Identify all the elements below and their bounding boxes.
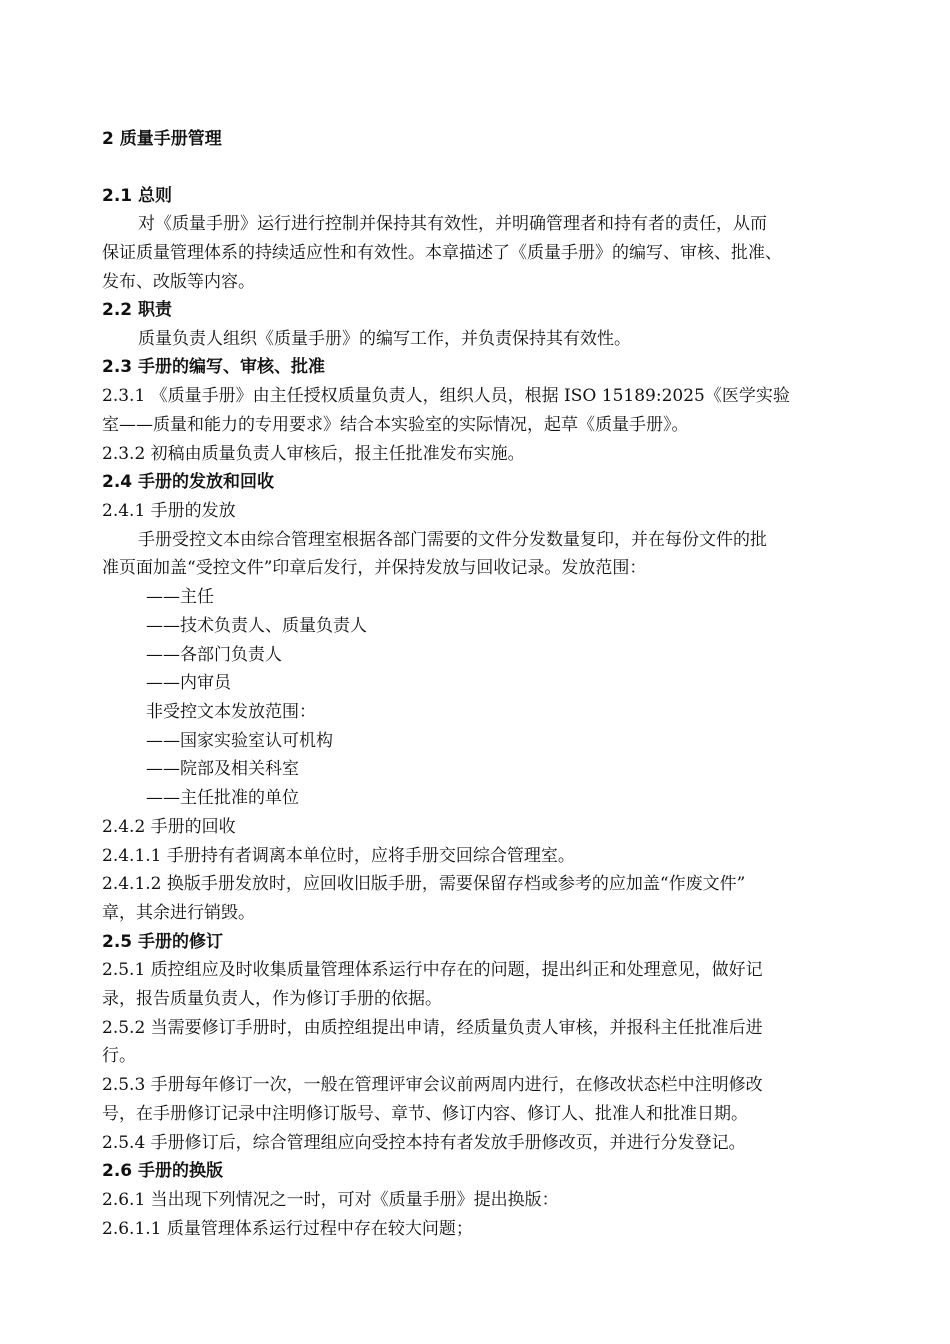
non-controlled-label: 非受控文本发放范围： xyxy=(146,702,316,722)
clause-line: 2.5.4 手册修订后，综合管理组应向受控本持有者发放手册修改页，并进行分发登记。 xyxy=(102,1133,746,1153)
distribution-item: ——各部门负责人 xyxy=(146,645,282,665)
clause-line: 2.5.2 当需要修订手册时，由质控组提出申请，经质量负责人审核，并报科主任批准后进 xyxy=(102,1018,763,1038)
section-heading-2-1: 2.1 总则 xyxy=(102,186,173,206)
paragraph-line: 对《质量手册》运行进行控制并保持其有效性，并明确管理者和持有者的责任，从而 xyxy=(138,214,767,234)
paragraph-line: 发布、改版等内容。 xyxy=(102,272,255,292)
section-heading-2-6: 2.6 手册的换版 xyxy=(102,1161,224,1181)
clause-line: 2.3.1 《质量手册》由主任授权质量负责人，组织人员，根据 ISO 15189:2025《医学实验 xyxy=(102,386,790,406)
distribution-item: ——院部及相关科室 xyxy=(146,759,299,779)
clause-line: 2.6.1 当出现下列情况之一时，可对《质量手册》提出换版： xyxy=(102,1190,559,1210)
distribution-item: ——国家实验室认可机构 xyxy=(146,731,333,751)
paragraph-line: 手册受控文本由综合管理室根据各部门需要的文件分发数量复印，并在每份文件的批 xyxy=(138,530,767,550)
subsection-heading: 2.4.2 手册的回收 xyxy=(102,817,236,837)
clause-line: 章，其余进行销毁。 xyxy=(102,903,255,923)
distribution-item: ——主任 xyxy=(146,587,214,607)
distribution-item: ——技术负责人、质量负责人 xyxy=(146,616,367,636)
clause-line: 2.6.1.1 质量管理体系运行过程中存在较大问题； xyxy=(102,1219,473,1239)
clause-line: 室——质量和能力的专用要求》结合本实验室的实际情况，起草《质量手册》。 xyxy=(102,415,689,435)
distribution-item: ——内审员 xyxy=(146,673,231,693)
chapter-title: 2 质量手册管理 xyxy=(102,129,222,149)
paragraph-line: 保证质量管理体系的持续适应性和有效性。本章描述了《质量手册》的编写、审核、批准、 xyxy=(102,243,782,263)
paragraph-line: 准页面加盖“受控文件”印章后发行，并保持发放与回收记录。发放范围： xyxy=(102,558,647,578)
clause-line: 2.4.1.2 换版手册发放时，应回收旧版手册，需要保留存档或参考的应加盖“作废文件” xyxy=(102,874,746,894)
clause-line: 2.5.1 质控组应及时收集质量管理体系运行中存在的问题，提出纠正和处理意见，做好记 xyxy=(102,960,763,980)
distribution-item: ——主任批准的单位 xyxy=(146,788,299,808)
clause-line: 2.3.2 初稿由质量负责人审核后，报主任批准发布实施。 xyxy=(102,444,525,464)
clause-line: 2.5.3 手册每年修订一次，一般在管理评审会议前两周内进行，在修改状态栏中注明修改 xyxy=(102,1075,763,1095)
clause-line: 行。 xyxy=(102,1046,136,1066)
clause-line: 2.4.1.1 手册持有者调离本单位时，应将手册交回综合管理室。 xyxy=(102,846,575,866)
clause-line: 号，在手册修订记录中注明修订版号、章节、修订内容、修订人、批准人和批准日期。 xyxy=(102,1104,748,1124)
section-heading-2-3: 2.3 手册的编写、审核、批准 xyxy=(102,357,326,377)
clause-line: 录，报告质量负责人，作为修订手册的依据。 xyxy=(102,989,442,1009)
subsection-heading: 2.4.1 手册的发放 xyxy=(102,501,236,521)
section-heading-2-4: 2.4 手册的发放和回收 xyxy=(102,472,275,492)
paragraph-line: 质量负责人组织《质量手册》的编写工作，并负责保持其有效性。 xyxy=(138,329,631,349)
section-heading-2-5: 2.5 手册的修订 xyxy=(102,932,224,952)
section-heading-2-2: 2.2 职责 xyxy=(102,300,173,320)
